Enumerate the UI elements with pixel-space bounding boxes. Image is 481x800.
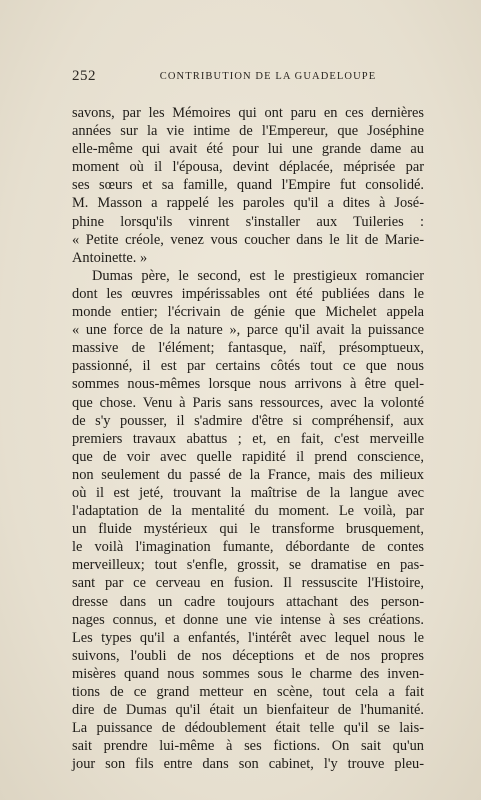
text-line: moment où il l'épousa, devint déplacée, méprisée par — [72, 159, 424, 176]
text-line: tions de ce grand metteur en scène, tout cela a fait — [72, 684, 424, 700]
text-line: jour son fils entre dans son cabinet, l'y trouve pleu- — [72, 756, 424, 773]
text-line: où il est jeté, trouvant la maîtrise de la langue avec — [72, 484, 424, 501]
text-line: « une force de la nature », parce qu'il avait la puissance — [72, 322, 424, 339]
text-line: ses sœurs et sa famille, quand l'Empire fut consolidé. — [72, 177, 424, 194]
text-line: La puissance de dédoublement était telle qu'il se lais- — [72, 720, 424, 737]
text-line: merveilleux; tout s'enfle, grossit, se dramatise en pas- — [72, 557, 424, 574]
text-line: dont les œuvres impérissables ont été publiées dans le — [72, 285, 424, 302]
text-line: massive de l'élément; fantasque, naïf, présomptueux, — [72, 340, 424, 357]
text-line: suivons, l'oubli de nos déceptions et de nos propres — [72, 647, 424, 664]
text-line: l'adaptation de la mentalité du moment. Le voilà, par — [72, 503, 424, 520]
text-line: phine lorsqu'ils vinrent s'installer aux Tuileries : — [72, 213, 424, 230]
text-line: de s'y pousser, il s'admire d'être si compréhensif, aux — [72, 412, 424, 429]
text-line: sant par ce cerveau en fusion. Il ressuscite l'Histoire, — [72, 575, 424, 592]
page-number: 252 — [72, 68, 96, 84]
text-line: passionné, il est par certains côtés tout ce que nous — [72, 358, 424, 375]
text-line-paragraph-end: Antoinette. » — [72, 249, 148, 266]
body-text — [72, 104, 424, 773]
text-line: M. Masson a rappelé les paroles qu'il a dites à José- — [72, 195, 424, 212]
text-line: un fluide mystérieux qui le transforme brusquement, — [72, 521, 424, 538]
text-line: que de voir avec quelle rapidité il prend conscience, — [72, 448, 424, 465]
text-line: monde entier; l'écrivain de génie que Michelet appela — [72, 304, 424, 321]
text-line: dire de Dumas qu'il était un bienfaiteur de l'humanité. — [72, 702, 424, 719]
text-line: années sur la vie intime de l'Empereur, que Joséphine — [72, 123, 424, 140]
text-line: sait prendre lui-même à ses fictions. On sait qu'un — [72, 738, 424, 755]
text-line: misères quand nous sommes sous le charme des inven- — [72, 665, 424, 682]
text-line: Les types qu'il a enfantés, l'intérêt avec lequel nous le — [72, 629, 424, 646]
text-line: sommes nous-mêmes lorsque nous arrivons à être quel- — [72, 376, 424, 393]
text-line: non seulement du passé de la France, mais des milieux — [72, 466, 424, 483]
text-line: nages connus, et donne une vie intense à ses créations. — [72, 611, 424, 628]
text-line: que chose. Venu à Paris sans ressources, avec la volonté — [72, 394, 424, 411]
text-line: dresse dans un cadre toujours attachant des person- — [72, 593, 424, 610]
text-line: « Petite créole, venez vous coucher dans le lit de Marie- — [72, 231, 424, 248]
running-title: CONTRIBUTION DE LA GUADELOUPE — [159, 71, 377, 82]
text-line: premiers travaux abattus ; et, en fait, c'est merveille — [72, 430, 424, 447]
text-line: savons, par les Mémoires qui ont paru en ces dernières — [72, 105, 424, 121]
text-line: elle-même qui avait été pour lui une grande dame au — [72, 141, 424, 158]
text-line-paragraph-start: Dumas père, le second, est le prestigieux romancier — [92, 267, 424, 284]
text-line: le voilà l'imagination fumante, débordante de contes — [72, 539, 424, 556]
running-head — [72, 68, 424, 88]
